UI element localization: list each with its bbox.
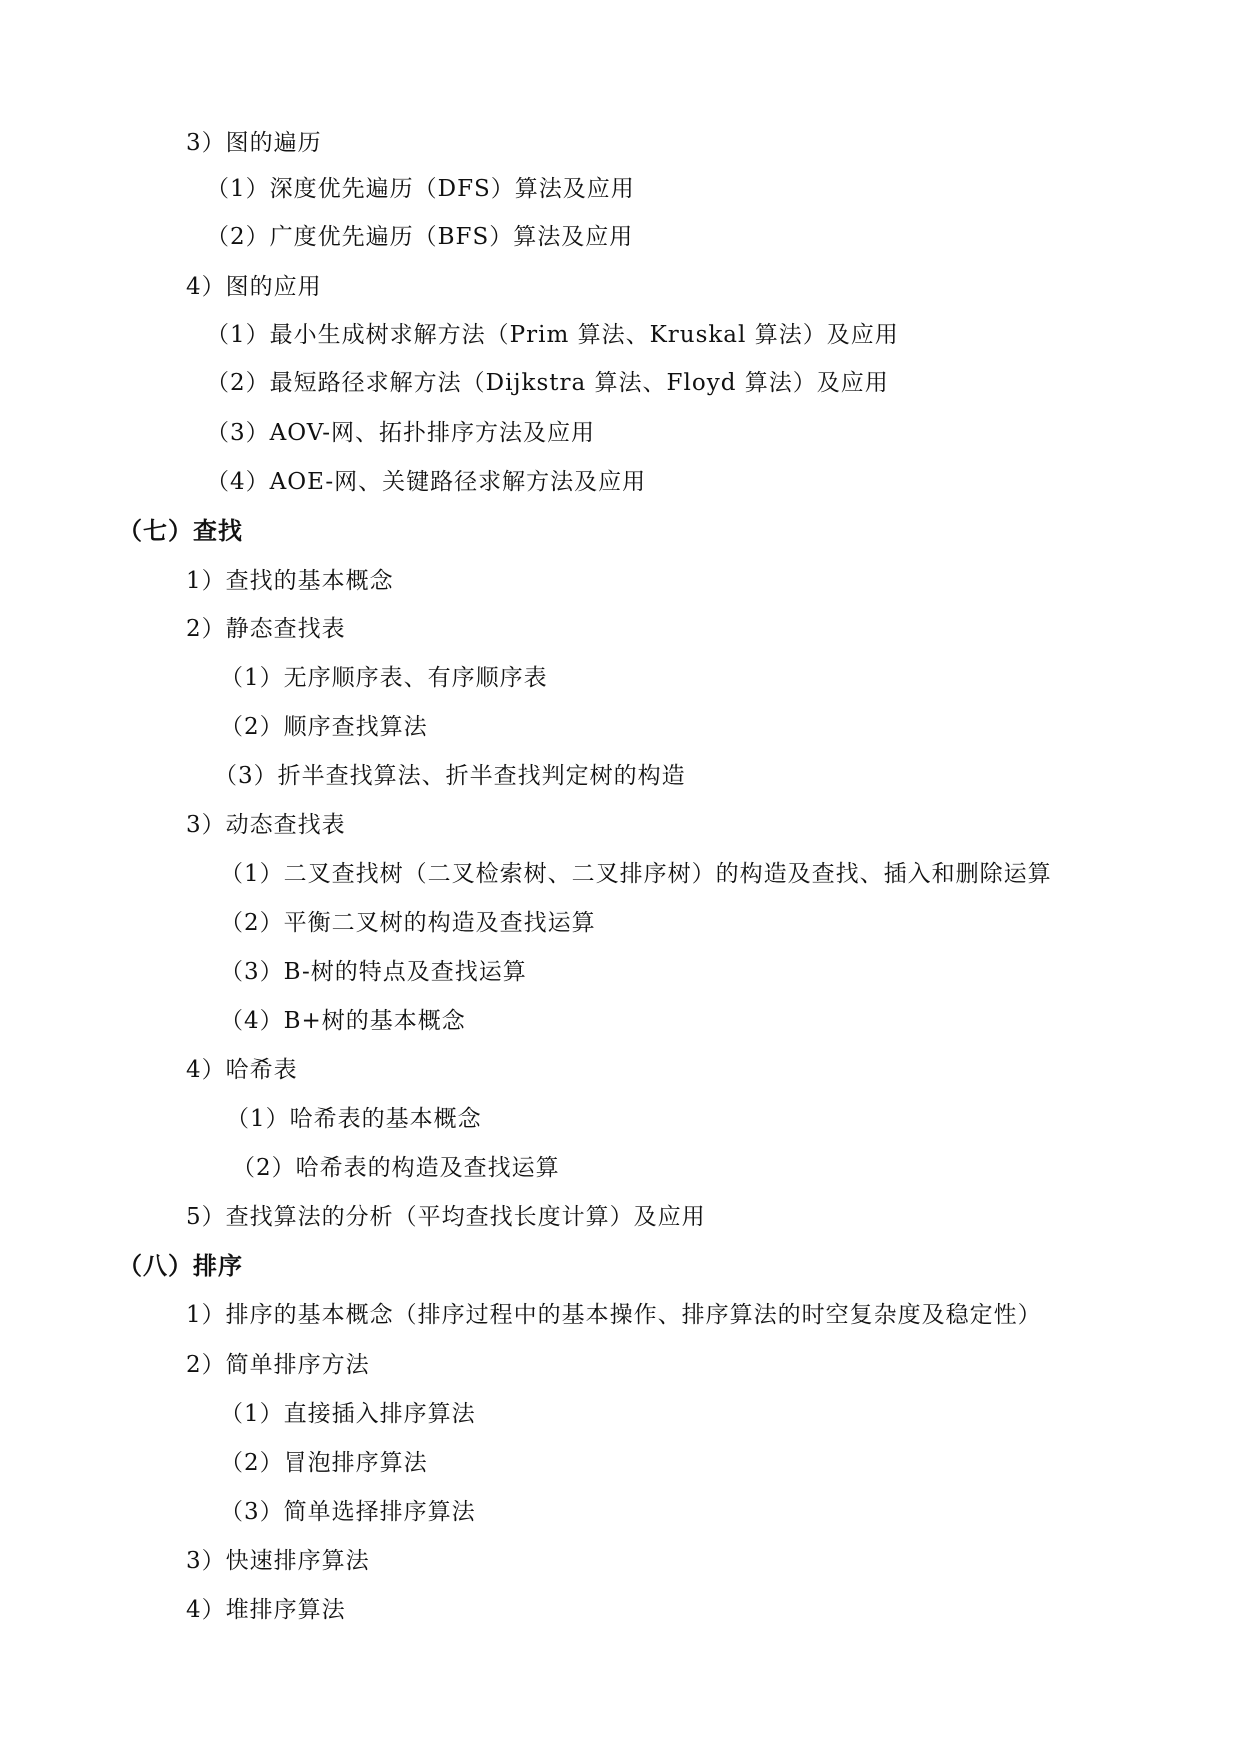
item-hash-construction: （2）哈希表的构造及查找运算 xyxy=(232,1155,560,1181)
item-ordered-tables: （1）无序顺序表、有序顺序表 xyxy=(220,665,548,691)
item-bfs: （2）广度优先遍历（BFS）算法及应用 xyxy=(206,224,634,250)
item-sequential-search: （2）顺序查找算法 xyxy=(220,714,428,740)
item-static-table: 2）静态查找表 xyxy=(186,616,346,642)
item-avl: （2）平衡二叉树的构造及查找运算 xyxy=(220,910,596,936)
item-shortest-path: （2）最短路径求解方法（Dijkstra 算法、Floyd 算法）及应用 xyxy=(206,370,889,396)
item-binary-search: （3）折半查找算法、折半查找判定树的构造 xyxy=(214,763,686,789)
item-selection-sort: （3）简单选择排序算法 xyxy=(220,1499,476,1525)
item-search-analysis: 5）查找算法的分析（平均查找长度计算）及应用 xyxy=(186,1204,706,1230)
item-search-concept: 1）查找的基本概念 xyxy=(186,568,394,594)
item-graph-traversal: 3）图的遍历 xyxy=(186,130,322,156)
section-heading-sort: （八）排序 xyxy=(118,1251,243,1280)
item-hash-concept: （1）哈希表的基本概念 xyxy=(226,1106,482,1132)
item-aoe: （4）AOE-网、关键路径求解方法及应用 xyxy=(206,469,647,495)
item-hash-table: 4）哈希表 xyxy=(186,1057,298,1083)
item-bst: （1）二叉查找树（二叉检索树、二叉排序树）的构造及查找、插入和删除运算 xyxy=(220,861,1052,887)
item-heap-sort: 4）堆排序算法 xyxy=(186,1597,346,1623)
item-quick-sort: 3）快速排序算法 xyxy=(186,1548,370,1574)
item-graph-application: 4）图的应用 xyxy=(186,274,322,300)
item-aov: （3）AOV-网、拓扑排序方法及应用 xyxy=(206,420,595,446)
item-insertion-sort: （1）直接插入排序算法 xyxy=(220,1401,476,1427)
item-b-plus-tree: （4）B+树的基本概念 xyxy=(220,1008,466,1034)
item-bubble-sort: （2）冒泡排序算法 xyxy=(220,1450,428,1476)
item-mst: （1）最小生成树求解方法（Prim 算法、Kruskal 算法）及应用 xyxy=(206,322,899,348)
item-dynamic-table: 3）动态查找表 xyxy=(186,812,346,838)
section-heading-search: （七）查找 xyxy=(118,516,243,545)
item-simple-sort: 2）简单排序方法 xyxy=(186,1352,370,1378)
item-b-tree: （3）B-树的特点及查找运算 xyxy=(220,959,527,985)
item-sort-concept: 1）排序的基本概念（排序过程中的基本操作、排序算法的时空复杂度及稳定性） xyxy=(186,1302,1042,1328)
item-dfs: （1）深度优先遍历（DFS）算法及应用 xyxy=(206,176,635,202)
